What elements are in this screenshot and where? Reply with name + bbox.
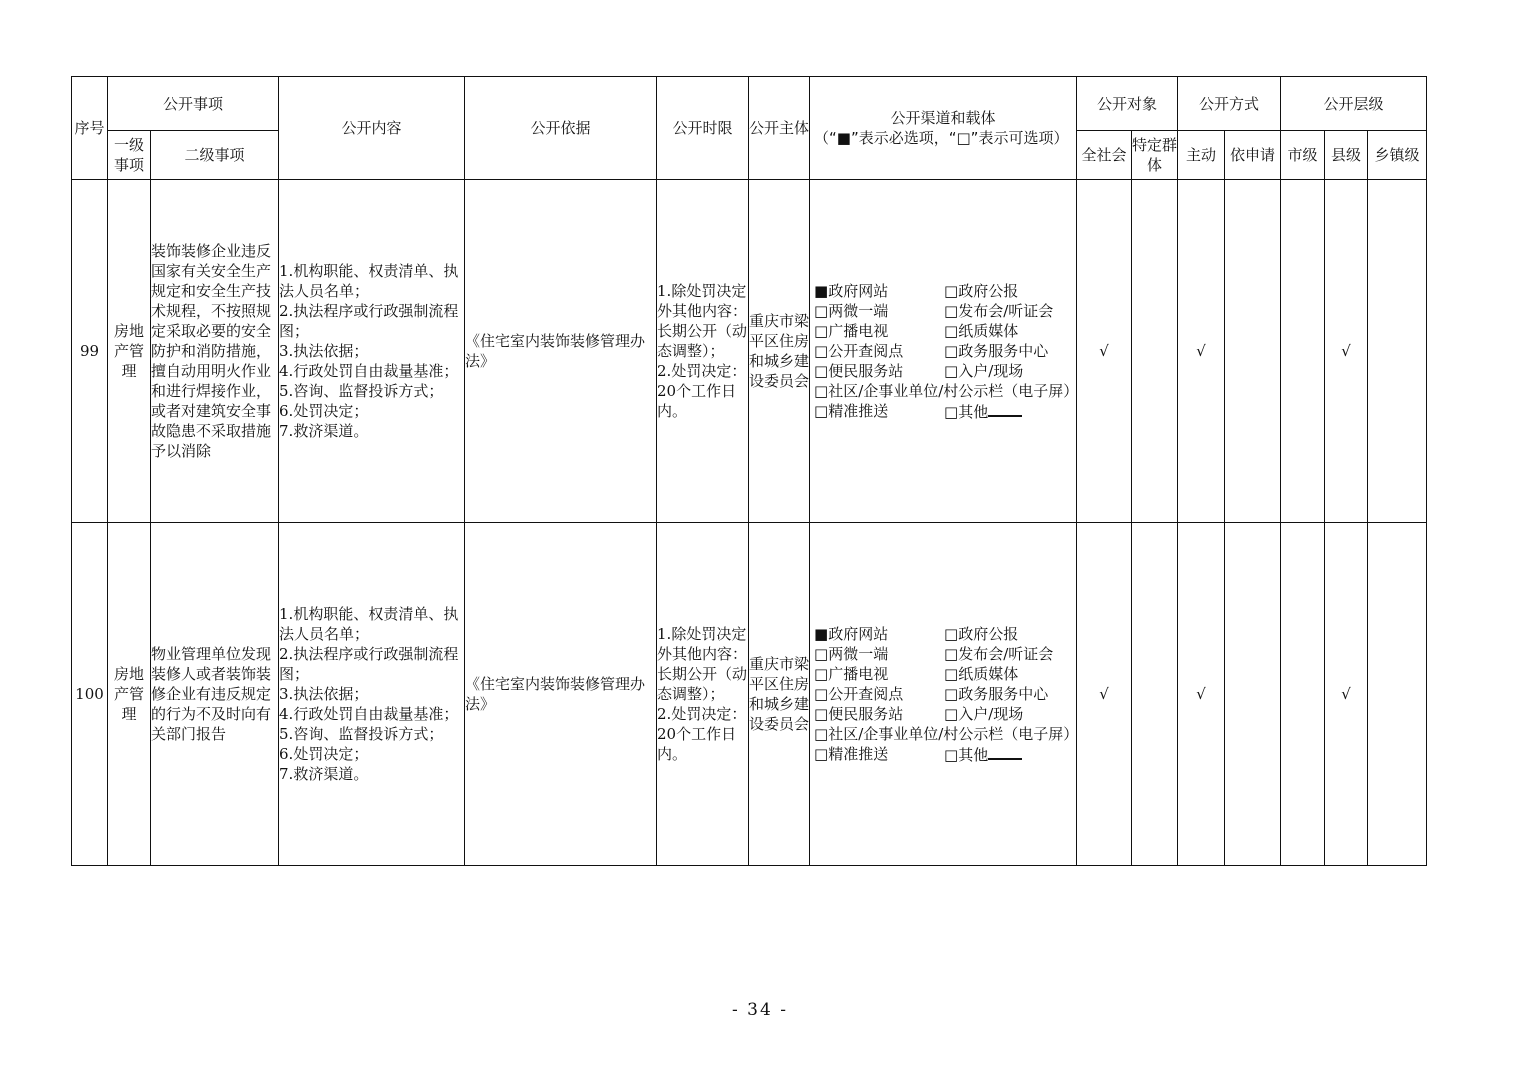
disclosure-table [71, 76, 1427, 866]
row-seq: 100 [72, 523, 108, 866]
page-number: - 34 - [732, 1000, 788, 1020]
row-level1: 房地产管理 [108, 180, 151, 523]
content-line: 2.执法程序或行政强制流程图； [279, 302, 459, 340]
content-line: 7.救济渠道。 [279, 765, 369, 783]
row-channels [810, 180, 1077, 523]
content-line: 1.机构职能、权责清单、执法人员名单； [279, 605, 459, 643]
channel-option: □公开查阅点 [814, 684, 904, 703]
content-line: 2.执法程序或行政强制流程图； [279, 645, 459, 683]
channel-option-other [944, 744, 1076, 765]
channel-option: □两微一端 [814, 301, 889, 320]
content-line: 7.救济渠道。 [279, 422, 369, 440]
row-period [657, 523, 749, 866]
content-line: 5.咨询、监督投诉方式； [279, 382, 444, 400]
header-method-active: 主动 [1178, 131, 1225, 180]
header-seq: 序号 [72, 77, 108, 180]
row-target-all: √ [1077, 180, 1132, 523]
row-content [279, 180, 465, 523]
channel-option: □入户/现场 [944, 361, 1024, 380]
channel-option: □精准推送 [814, 401, 889, 420]
period-line: 2.处罚决定：20个工作日内。 [657, 705, 747, 763]
channel-other-label: □其他 [944, 745, 989, 764]
fill-blank [988, 744, 1022, 760]
channel-option: ■政府网站 [814, 624, 889, 643]
row-content [279, 523, 465, 866]
channel-option: □便民服务站 [814, 704, 904, 723]
header-level2: 二级事项 [151, 131, 279, 180]
channel-option: □纸质媒体 [944, 664, 1019, 683]
row-target-specific [1132, 523, 1178, 866]
channel-option: □入户/现场 [944, 704, 1024, 723]
row-subject: 重庆市梁平区住房和城乡建设委员会 [749, 180, 810, 523]
channel-option: □精准推送 [814, 744, 889, 763]
row-level-county: √ [1325, 523, 1368, 866]
channel-option: □广播电视 [814, 321, 889, 340]
row-period [657, 180, 749, 523]
table-row [72, 523, 1427, 866]
row-level-town [1368, 523, 1427, 866]
row-target-all: √ [1077, 523, 1132, 866]
period-line: 1.除处罚决定外其他内容：长期公开（动态调整）； [657, 625, 748, 703]
header-level-county: 县级 [1325, 131, 1368, 180]
content-line: 5.咨询、监督投诉方式； [279, 725, 444, 743]
content-line: 1.机构职能、权责清单、执法人员名单； [279, 262, 459, 300]
header-target: 公开对象 [1077, 77, 1178, 131]
row-level2: 装饰装修企业违反国家有关安全生产规定和安全生产技术规程，不按照规定采取必要的安全防护和消防措施，擅自动用明火作业和进行焊接作业，或者对建筑安全事故隐患不采取措施予以消除 [151, 180, 279, 523]
header-level-city: 市级 [1281, 131, 1325, 180]
header-subject: 公开主体 [749, 77, 810, 180]
channel-option: □社区/企事业单位/村公示栏（电子屏） [814, 381, 1079, 400]
row-method-active: √ [1178, 180, 1225, 523]
table-row [72, 180, 1427, 523]
channel-option: □公开查阅点 [814, 341, 904, 360]
header-target-specific: 特定群体 [1132, 131, 1178, 180]
channel-option-other [944, 401, 1076, 422]
channel-option: □发布会/听证会 [944, 301, 1054, 320]
header-target-all: 全社会 [1077, 131, 1132, 180]
channel-option: □两微一端 [814, 644, 889, 663]
header-row-top [72, 77, 1427, 131]
channel-option: □政务服务中心 [944, 684, 1049, 703]
header-channel-note: （“■”表示必选项，“□”表示可选项） [814, 129, 1069, 147]
row-seq: 99 [72, 180, 108, 523]
channel-option: ■政府网站 [814, 281, 889, 300]
channel-option: □政府公报 [944, 624, 1019, 643]
row-method-active: √ [1178, 523, 1225, 866]
header-method-request: 依申请 [1225, 131, 1281, 180]
row-subject: 重庆市梁平区住房和城乡建设委员会 [749, 523, 810, 866]
channel-option: □发布会/听证会 [944, 644, 1054, 663]
row-target-specific [1132, 180, 1178, 523]
fill-blank [988, 401, 1022, 417]
channel-option: □政务服务中心 [944, 341, 1049, 360]
channel-option: □社区/企事业单位/村公示栏（电子屏） [814, 724, 1079, 743]
row-method-request [1225, 180, 1281, 523]
header-level-town: 乡镇级 [1368, 131, 1427, 180]
channel-option: □政府公报 [944, 281, 1019, 300]
header-channel [810, 77, 1077, 180]
header-period: 公开时限 [657, 77, 749, 180]
row-level-city [1281, 523, 1325, 866]
row-channels [810, 523, 1077, 866]
channel-option: □纸质媒体 [944, 321, 1019, 340]
row-method-request [1225, 523, 1281, 866]
header-channel-title: 公开渠道和载体 [890, 109, 996, 127]
channel-option: □广播电视 [814, 664, 889, 683]
row-basis: 《住宅室内装饰装修管理办法》 [465, 523, 657, 866]
header-level: 公开层级 [1281, 77, 1427, 131]
header-basis: 公开依据 [465, 77, 657, 180]
header-level1: 一级事项 [108, 131, 151, 180]
row-level2: 物业管理单位发现装修人或者装饰装修企业有违反规定的行为不及时向有关部门报告 [151, 523, 279, 866]
header-items: 公开事项 [108, 77, 279, 131]
channel-other-label: □其他 [944, 402, 989, 421]
content-line: 6.处罚决定； [279, 402, 369, 420]
header-content: 公开内容 [279, 77, 465, 180]
content-line: 3.执法依据； [279, 685, 369, 703]
row-basis: 《住宅室内装饰装修管理办法》 [465, 180, 657, 523]
row-level-city [1281, 180, 1325, 523]
row-level-county: √ [1325, 180, 1368, 523]
content-line: 4.行政处罚自由裁量基准； [279, 705, 459, 723]
header-method: 公开方式 [1178, 77, 1281, 131]
row-level1: 房地产管理 [108, 523, 151, 866]
period-line: 1.除处罚决定外其他内容：长期公开（动态调整）； [657, 282, 748, 360]
content-line: 4.行政处罚自由裁量基准； [279, 362, 459, 380]
row-level-town [1368, 180, 1427, 523]
content-line: 6.处罚决定； [279, 745, 369, 763]
channel-option: □便民服务站 [814, 361, 904, 380]
period-line: 2.处罚决定：20个工作日内。 [657, 362, 747, 420]
content-line: 3.执法依据； [279, 342, 369, 360]
